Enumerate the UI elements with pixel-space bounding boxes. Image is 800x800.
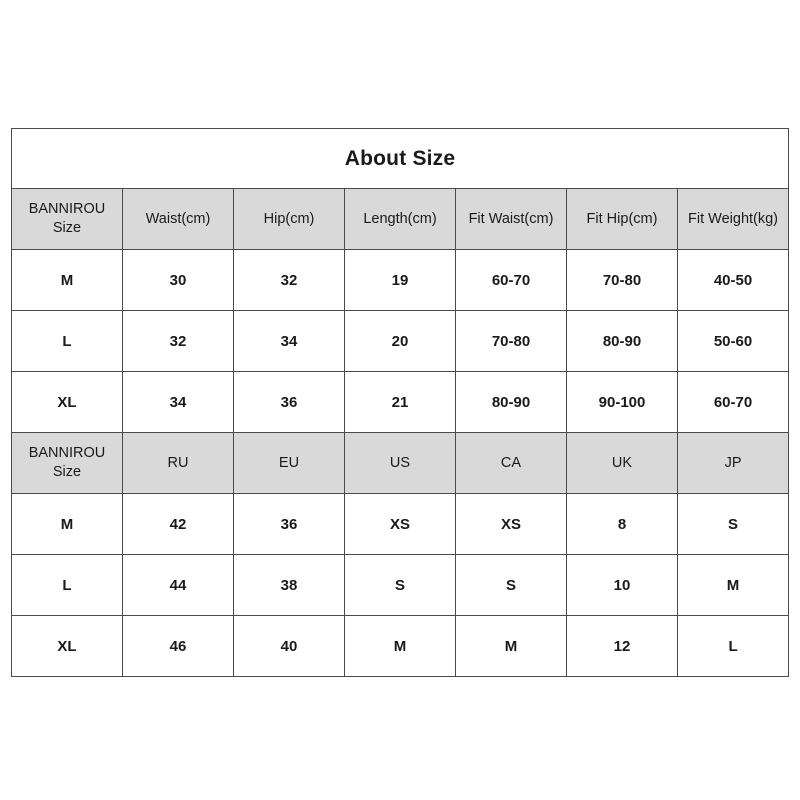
waist-cell: 32	[123, 311, 234, 372]
table-row	[12, 555, 789, 616]
size-cell: XL	[12, 372, 123, 433]
fit-waist-cell: 70-80	[456, 311, 567, 372]
size-cell: M	[12, 494, 123, 555]
brand-label: BANNIROU	[28, 445, 106, 461]
title-row	[12, 129, 789, 189]
uk-cell: 8	[567, 494, 678, 555]
header-fit-hip: Fit Hip(cm)	[567, 189, 678, 250]
ca-cell: S	[456, 555, 567, 616]
conversion-header-row	[12, 433, 789, 494]
length-cell: 19	[345, 250, 456, 311]
brand-label: BANNIROU	[28, 201, 106, 217]
size-cell: XL	[12, 616, 123, 677]
ru-cell: 42	[123, 494, 234, 555]
table-row	[12, 250, 789, 311]
header-hip: Hip(cm)	[234, 189, 345, 250]
header-uk: UK	[567, 433, 678, 494]
jp-cell: M	[678, 555, 789, 616]
header-eu: EU	[234, 433, 345, 494]
eu-cell: 38	[234, 555, 345, 616]
table-row	[12, 311, 789, 372]
header-jp: JP	[678, 433, 789, 494]
fit-waist-cell: 80-90	[456, 372, 567, 433]
size-chart-table	[11, 128, 789, 677]
size-cell: M	[12, 250, 123, 311]
header-length: Length(cm)	[345, 189, 456, 250]
header-ru: RU	[123, 433, 234, 494]
us-cell: XS	[345, 494, 456, 555]
ru-cell: 44	[123, 555, 234, 616]
eu-cell: 40	[234, 616, 345, 677]
fit-hip-cell: 70-80	[567, 250, 678, 311]
length-cell: 21	[345, 372, 456, 433]
fit-hip-cell: 80-90	[567, 311, 678, 372]
ca-cell: XS	[456, 494, 567, 555]
fit-weight-cell: 40-50	[678, 250, 789, 311]
header-ca: CA	[456, 433, 567, 494]
table-title: About Size	[12, 129, 789, 189]
hip-cell: 36	[234, 372, 345, 433]
hip-cell: 32	[234, 250, 345, 311]
waist-cell: 30	[123, 250, 234, 311]
size-cell: L	[12, 311, 123, 372]
brand-size-header	[12, 433, 123, 494]
ca-cell: M	[456, 616, 567, 677]
table-row	[12, 494, 789, 555]
uk-cell: 12	[567, 616, 678, 677]
length-cell: 20	[345, 311, 456, 372]
ru-cell: 46	[123, 616, 234, 677]
fit-weight-cell: 50-60	[678, 311, 789, 372]
header-us: US	[345, 433, 456, 494]
size-label: Size	[52, 464, 82, 480]
eu-cell: 36	[234, 494, 345, 555]
waist-cell: 34	[123, 372, 234, 433]
hip-cell: 34	[234, 311, 345, 372]
fit-hip-cell: 90-100	[567, 372, 678, 433]
fit-weight-cell: 60-70	[678, 372, 789, 433]
header-waist: Waist(cm)	[123, 189, 234, 250]
header-fit-waist: Fit Waist(cm)	[456, 189, 567, 250]
header-fit-weight: Fit Weight(kg)	[678, 189, 789, 250]
uk-cell: 10	[567, 555, 678, 616]
jp-cell: L	[678, 616, 789, 677]
us-cell: M	[345, 616, 456, 677]
size-label: Size	[52, 220, 82, 236]
size-cell: L	[12, 555, 123, 616]
brand-size-header	[12, 189, 123, 250]
table-row	[12, 616, 789, 677]
table-row	[12, 372, 789, 433]
us-cell: S	[345, 555, 456, 616]
jp-cell: S	[678, 494, 789, 555]
measurements-header-row	[12, 189, 789, 250]
fit-waist-cell: 60-70	[456, 250, 567, 311]
